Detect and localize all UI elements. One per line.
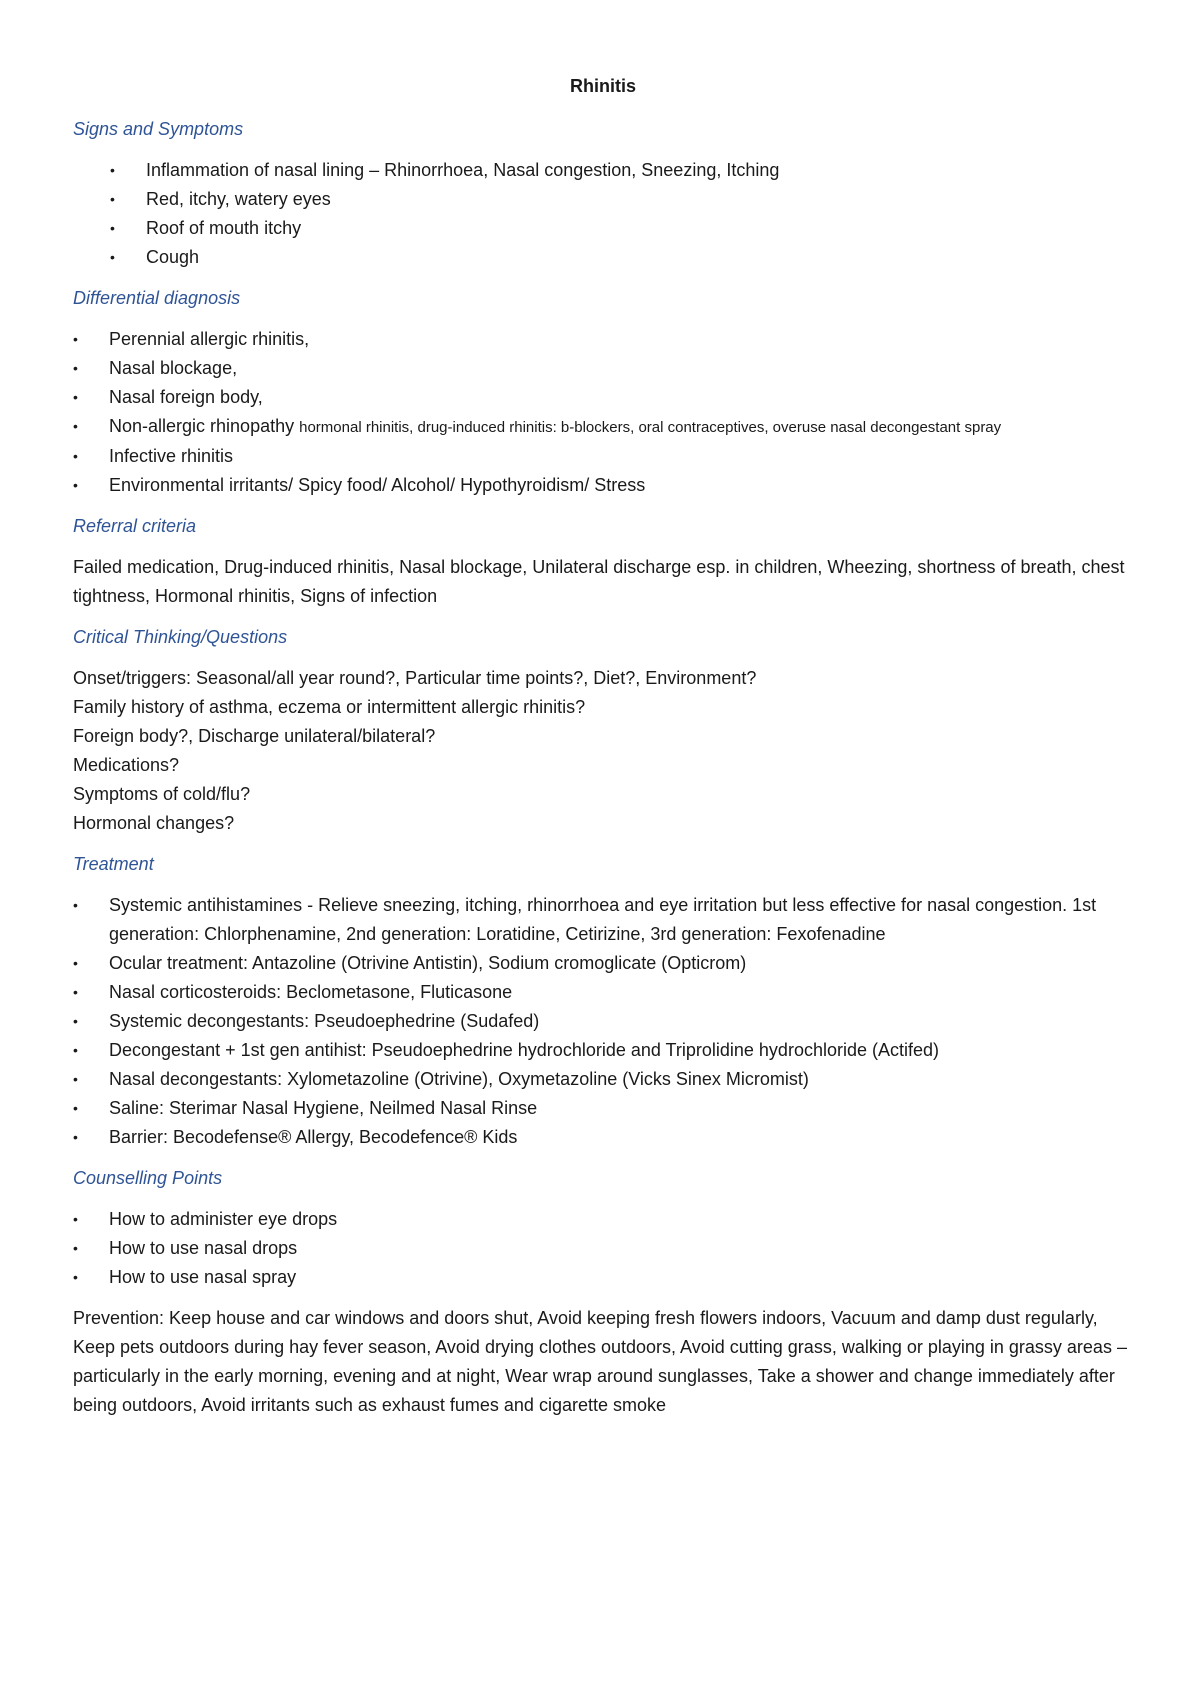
list-item — [73, 214, 1133, 243]
bullet-icon: • — [73, 1071, 78, 1087]
list-item-text: Nasal foreign body, — [109, 387, 263, 407]
list-item — [73, 1205, 1133, 1234]
list-item — [73, 442, 1133, 471]
prevention-text: Prevention: Keep house and car windows and doors shut, Avoid keeping fresh flowers indoors, Vacuum and damp dust regularly, Keep pets outdoors during hay fever season, Avoid drying clothes outdoors, Avoid cutting grass, walking or playing in grassy areas – particularly in the early morning, evening and at night, Wear wrap around sunglasses, Take a shower and change immediately after being outdoors, Avoid irritants such as exhaust fumes and cigarette smoke — [73, 1308, 1127, 1415]
list-item-text: Decongestant + 1st gen antihist: Pseudoephedrine hydrochloride and Triprolidine hydrochloride (Actifed) — [109, 1040, 940, 1060]
bullet-icon: • — [73, 1100, 78, 1116]
list-item — [73, 978, 1133, 1007]
question-line: Family history of asthma, eczema or intermittent allergic rhinitis? — [73, 697, 586, 717]
list-item — [73, 1234, 1133, 1263]
list-item-text: Saline: Sterimar Nasal Hygiene, Neilmed Nasal Rinse — [109, 1098, 538, 1118]
bullet-icon: • — [73, 389, 78, 405]
list-item-text: Non-allergic rhinopathy — [109, 416, 295, 436]
bullet-icon: • — [110, 249, 115, 265]
bullet-icon: • — [73, 331, 78, 347]
list-item — [73, 156, 1133, 185]
bullet-icon: • — [73, 897, 78, 913]
bullet-icon: • — [73, 1211, 78, 1227]
question-line: Symptoms of cold/flu? — [73, 784, 251, 804]
list-item — [73, 1036, 1133, 1065]
list-item — [73, 1094, 1133, 1123]
list-item — [73, 471, 1133, 500]
bullet-icon: • — [73, 1013, 78, 1029]
list-item-text: Barrier: Becodefense® Allergy, Becodefence® Kids — [109, 1127, 518, 1147]
list-item — [73, 1007, 1133, 1036]
list-item-text: How to administer eye drops — [109, 1209, 338, 1229]
bullet-icon: • — [110, 191, 115, 207]
list-item-text: How to use nasal drops — [109, 1238, 298, 1258]
list-item-text: Red, itchy, watery eyes — [146, 189, 331, 209]
critical-questions — [73, 664, 1133, 838]
question-line: Foreign body?, Discharge unilateral/bilateral? — [73, 726, 436, 746]
list-item-text: Ocular treatment: Antazoline (Otrivine Antistin), Sodium cromoglicate (Opticrom) — [109, 953, 747, 973]
section-heading-signs: Signs and Symptoms — [73, 119, 244, 139]
list-item — [73, 949, 1133, 978]
section-heading-referral: Referral criteria — [73, 516, 197, 536]
list-item-text: Environmental irritants/ Spicy food/ Alcohol/ Hypothyroidism/ Stress — [109, 475, 646, 495]
document-content — [73, 72, 1133, 1420]
bullet-icon: • — [110, 162, 115, 178]
list-item-text: Inflammation of nasal lining – Rhinorrhoea, Nasal congestion, Sneezing, Itching — [146, 160, 780, 180]
bullet-icon: • — [73, 477, 78, 493]
list-item-text: How to use nasal spray — [109, 1267, 297, 1287]
counselling-list — [73, 1205, 1133, 1292]
differential-list — [73, 325, 1133, 500]
section-heading-counselling: Counselling Points — [73, 1168, 223, 1188]
question-line: Medications? — [73, 755, 180, 775]
list-item-text: Perennial allergic rhinitis, — [109, 329, 310, 349]
referral-text: Failed medication, Drug-induced rhinitis, Nasal blockage, Unilateral discharge esp. in children, Wheezing, shortness of breath, chest tightness, Hormonal rhinitis, Signs of infection — [73, 557, 1125, 606]
list-item-text: Nasal blockage, — [109, 358, 238, 378]
page-title: Rhinitis — [570, 76, 636, 96]
list-item — [73, 383, 1133, 412]
list-item-text: Nasal corticosteroids: Beclometasone, Fluticasone — [109, 982, 513, 1002]
list-item-text: Nasal decongestants: Xylometazoline (Otrivine), Oxymetazoline (Vicks Sinex Micromist) — [109, 1069, 809, 1089]
list-item-text: Systemic decongestants: Pseudoephedrine (Sudafed) — [109, 1011, 540, 1031]
bullet-icon: • — [73, 1269, 78, 1285]
list-item — [73, 354, 1133, 383]
list-item-text: Roof of mouth itchy — [146, 218, 302, 238]
list-item — [73, 412, 1133, 442]
list-item-text: Cough — [146, 247, 200, 267]
list-item — [73, 243, 1133, 272]
question-line: Hormonal changes? — [73, 813, 235, 833]
spacer — [73, 1292, 1133, 1304]
bullet-icon: • — [73, 955, 78, 971]
question-line: Onset/triggers: Seasonal/all year round?, Particular time points?, Diet?, Environment? — [73, 668, 757, 688]
bullet-icon: • — [73, 418, 78, 434]
bullet-icon: • — [110, 220, 115, 236]
bullet-icon: • — [73, 1129, 78, 1145]
bullet-icon: • — [73, 448, 78, 464]
bullet-icon: • — [73, 984, 78, 1000]
bullet-icon: • — [73, 360, 78, 376]
list-item — [73, 1123, 1133, 1152]
bullet-icon: • — [73, 1240, 78, 1256]
list-item — [73, 325, 1133, 354]
nonallergic-detail: hormonal rhinitis, drug-induced rhinitis: b-blockers, oral contraceptives, overuse nasal decongestant spray — [299, 419, 1002, 436]
list-item — [73, 1263, 1133, 1292]
section-heading-treatment: Treatment — [73, 854, 154, 874]
section-heading-differential: Differential diagnosis — [73, 288, 241, 308]
list-item-text: Systemic antihistamines - Relieve sneezing, itching, rhinorrhoea and eye irritation but less effective for nasal congestion. 1st generation: Chlorphenamine, 2nd generation: Loratidine, Cetirizine, 3rd generation: Fexofenadine — [109, 895, 1097, 944]
signs-list — [73, 156, 1133, 272]
list-item-text: Infective rhinitis — [109, 446, 234, 466]
section-heading-critical: Critical Thinking/Questions — [73, 627, 288, 647]
list-item — [73, 185, 1133, 214]
list-item — [73, 1065, 1133, 1094]
treatment-list — [73, 891, 1133, 1152]
list-item — [73, 891, 1133, 949]
bullet-icon: • — [73, 1042, 78, 1058]
